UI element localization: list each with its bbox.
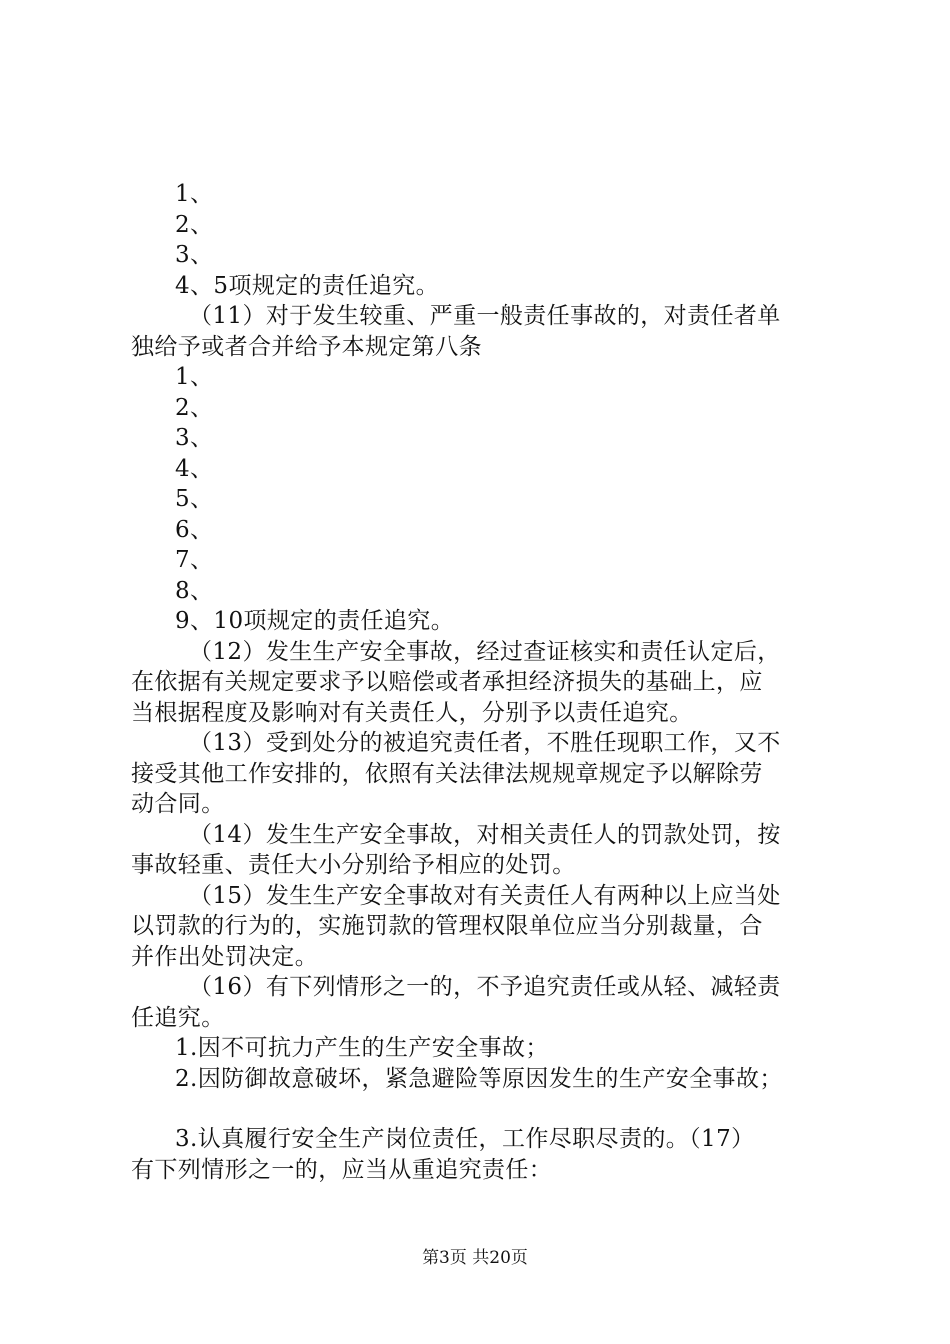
paragraph-15-line-1: （15）发生生产安全事故对有关责任人有两种以上应当处 — [189, 882, 781, 909]
paragraph-15-line-2: 以罚款的行为的，实施罚款的管理权限单位应当分别裁量，合 — [131, 913, 763, 939]
paragraph-13-line-2: 接受其他工作安排的，依照有关法律法规规章规定予以解除劳 — [131, 760, 763, 787]
paragraph-16-line-2: 任追究。 — [131, 1004, 225, 1031]
list-item: 9、10项规定的责任追究。 — [175, 608, 455, 634]
paragraph-13-line-1: （13）受到处分的被追究责任者，不胜任现职工作，又不 — [189, 730, 781, 756]
paragraph-12-line-1: （12）发生生产安全事故，经过查证核实和责任认定后， — [189, 638, 781, 665]
list-item: 2、 — [175, 394, 214, 421]
paragraph-12-line-2: 在依据有关规定要求予以赔偿或者承担经济损失的基础上，应 — [131, 669, 763, 695]
list-item: 1、 — [175, 181, 214, 207]
paragraph-17-line-2: 有下列情形之一的，应当从重追究责任： — [131, 1156, 553, 1183]
list-item: 8、 — [175, 577, 214, 604]
page-number-footer: 第3页 共20页 — [422, 1248, 528, 1268]
list-item: 2、 — [175, 211, 214, 238]
list-item: 1、 — [175, 364, 214, 390]
paragraph-15-line-3: 并作出处罚决定。 — [131, 943, 319, 970]
list-item: 2.因防御故意破坏，紧急避险等原因发生的生产安全事故； — [175, 1065, 783, 1092]
list-item: 3、 — [175, 425, 214, 451]
list-item: 7、 — [175, 547, 214, 573]
paragraph-14-line-1: （14）发生生产安全事故，对相关责任人的罚款处罚，按 — [189, 821, 781, 848]
blank-line — [131, 1094, 831, 1124]
paragraph-13-line-3: 动合同。 — [131, 791, 225, 817]
list-item: 3.认真履行安全生产岗位责任，工作尽职尽责的。（17） — [175, 1126, 755, 1152]
list-item: 6、 — [175, 516, 214, 543]
paragraph-14-line-2: 事故轻重、责任大小分别给予相应的处罚。 — [131, 852, 576, 878]
paragraph-12-line-3: 当根据程度及影响对有关责任人，分别予以责任追究。 — [131, 699, 693, 726]
paragraph-11-line-2: 独给予或者合并给予本规定第八条 — [131, 333, 482, 360]
list-item: 4、5项规定的责任追究。 — [175, 272, 440, 299]
document-body — [131, 179, 831, 1185]
paragraph-16-line-1: （16）有下列情形之一的，不予追究责任或从轻、减轻责 — [189, 974, 781, 1000]
list-item: 5、 — [175, 486, 214, 512]
list-item: 4、 — [175, 455, 214, 482]
list-item: 3、 — [175, 242, 214, 268]
paragraph-11-line-1: （11）对于发生较重、严重一般责任事故的，对责任者单 — [189, 303, 781, 329]
list-item: 1.因不可抗力产生的生产安全事故； — [175, 1035, 549, 1061]
